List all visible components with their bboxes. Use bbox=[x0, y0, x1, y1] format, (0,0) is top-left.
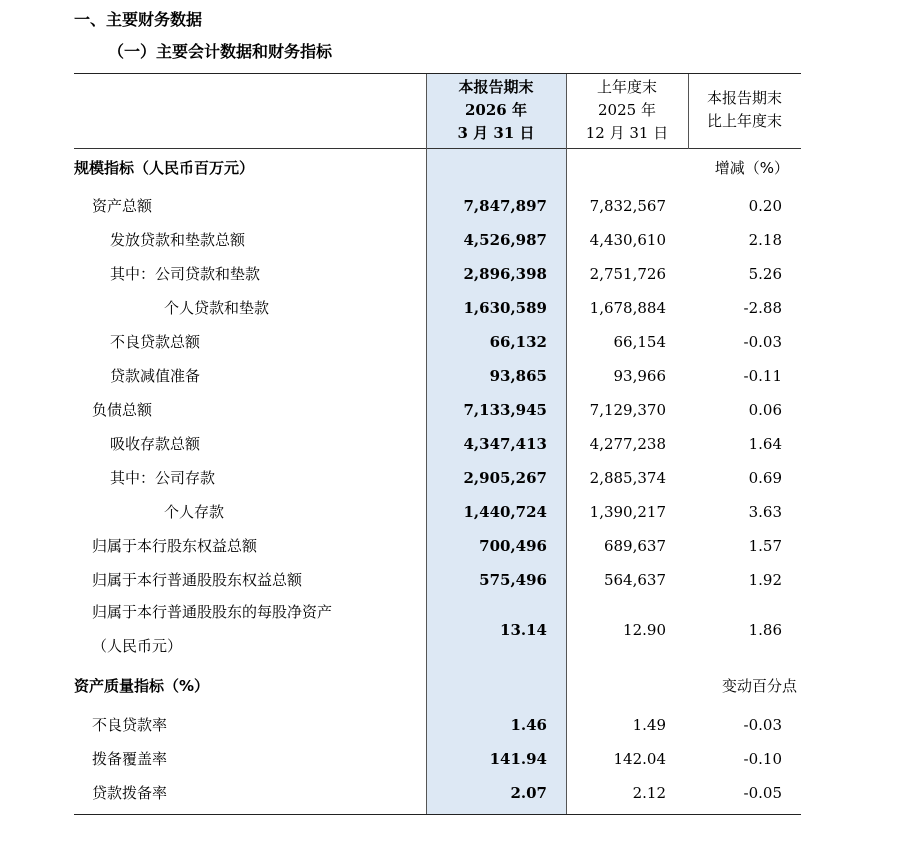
change-value: -2.88 bbox=[743, 299, 782, 317]
change-value: 0.20 bbox=[748, 197, 782, 215]
row-label: 吸收存款总额 bbox=[110, 435, 201, 453]
current-value: 2.07 bbox=[510, 784, 547, 802]
table-top-rule bbox=[74, 73, 801, 74]
section-title-row bbox=[74, 669, 801, 703]
previous-value: 2,885,374 bbox=[589, 469, 666, 487]
change-value: 1.86 bbox=[748, 621, 782, 639]
table-row bbox=[74, 223, 801, 257]
change-value: 0.06 bbox=[748, 401, 782, 419]
change-value: -0.11 bbox=[743, 367, 782, 385]
current-value: 1.46 bbox=[510, 716, 547, 734]
column-header-change bbox=[688, 87, 801, 133]
row-label: 归属于本行普通股股东权益总额 bbox=[92, 571, 303, 589]
subsection-heading: （一）主要会计数据和财务指标 bbox=[108, 42, 333, 61]
section-title-row bbox=[74, 151, 801, 185]
table-row bbox=[74, 427, 801, 461]
table-row-multiline bbox=[74, 595, 801, 663]
previous-value: 93,966 bbox=[613, 367, 666, 385]
previous-value: 4,430,610 bbox=[589, 231, 666, 249]
current-value: 1,440,724 bbox=[463, 503, 547, 521]
previous-value: 1,678,884 bbox=[589, 299, 666, 317]
row-label: 归属于本行普通股股东的每股净资产 bbox=[92, 603, 333, 621]
previous-value: 4,277,238 bbox=[589, 435, 666, 453]
previous-value: 1,390,217 bbox=[589, 503, 666, 521]
current-value: 4,526,987 bbox=[463, 231, 547, 249]
row-label: 贷款拨备率 bbox=[92, 784, 168, 802]
current-value: 4,347,413 bbox=[463, 435, 547, 453]
section-title: 规模指标（人民币百万元） bbox=[74, 159, 255, 177]
section-title: 资产质量指标（%） bbox=[74, 677, 210, 695]
row-label: 资产总额 bbox=[92, 197, 153, 215]
row-label: 归属于本行股东权益总额 bbox=[92, 537, 258, 555]
table-row bbox=[74, 291, 801, 325]
table-row bbox=[74, 257, 801, 291]
row-label: 拨备覆盖率 bbox=[92, 750, 168, 768]
current-value: 2,905,267 bbox=[463, 469, 547, 487]
table-row bbox=[74, 359, 801, 393]
table-row bbox=[74, 563, 801, 597]
change-value: 2.18 bbox=[748, 231, 782, 249]
previous-value: 2,751,726 bbox=[589, 265, 666, 283]
table-bottom-rule bbox=[74, 814, 801, 815]
change-value: 1.57 bbox=[748, 537, 782, 555]
previous-value: 7,129,370 bbox=[589, 401, 666, 419]
change-value: -0.10 bbox=[743, 750, 782, 768]
section-heading: 一、主要财务数据 bbox=[74, 10, 203, 29]
table-row bbox=[74, 776, 801, 810]
row-label: 发放贷款和垫款总额 bbox=[110, 231, 246, 249]
header-line: 比上年度末 bbox=[706, 112, 782, 130]
change-unit-label: 变动百分点 bbox=[721, 677, 797, 695]
change-value: -0.03 bbox=[743, 716, 782, 734]
current-value: 13.14 bbox=[500, 621, 547, 639]
current-value: 66,132 bbox=[489, 333, 547, 351]
column-header-current-period bbox=[426, 76, 566, 145]
table-row bbox=[74, 461, 801, 495]
header-line: 本报告期末 bbox=[458, 78, 534, 96]
change-value: -0.05 bbox=[743, 784, 782, 802]
row-label: 个人存款 bbox=[164, 503, 225, 521]
current-value: 700,496 bbox=[479, 537, 547, 555]
previous-value: 564,637 bbox=[603, 571, 666, 589]
table-row bbox=[74, 495, 801, 529]
table-row bbox=[74, 325, 801, 359]
table-row bbox=[74, 742, 801, 776]
previous-value: 2.12 bbox=[632, 784, 666, 802]
row-label: 不良贷款率 bbox=[92, 716, 168, 734]
row-label: 负债总额 bbox=[92, 401, 153, 419]
row-label: 其中：公司贷款和垫款 bbox=[110, 265, 261, 283]
header-line: 本报告期末 bbox=[706, 89, 782, 107]
current-value: 93,865 bbox=[489, 367, 547, 385]
column-header-previous-year-end bbox=[566, 76, 688, 145]
current-value: 2,896,398 bbox=[463, 265, 547, 283]
table-row bbox=[74, 708, 801, 742]
previous-value: 66,154 bbox=[613, 333, 666, 351]
row-label: 贷款减值准备 bbox=[110, 367, 201, 385]
table-row bbox=[74, 189, 801, 223]
previous-value: 7,832,567 bbox=[589, 197, 666, 215]
header-line: 2025 年 bbox=[598, 101, 656, 119]
change-value: 1.92 bbox=[748, 571, 782, 589]
previous-value: 12.90 bbox=[623, 621, 666, 639]
row-label-unit: （人民币元） bbox=[92, 637, 183, 655]
change-value: 0.69 bbox=[748, 469, 782, 487]
current-value: 7,847,897 bbox=[463, 197, 547, 215]
previous-value: 1.49 bbox=[632, 716, 666, 734]
row-label: 个人贷款和垫款 bbox=[164, 299, 270, 317]
financial-data-table bbox=[74, 73, 801, 816]
change-value: -0.03 bbox=[743, 333, 782, 351]
previous-value: 689,637 bbox=[603, 537, 666, 555]
row-label: 其中：公司存款 bbox=[110, 469, 216, 487]
change-value: 1.64 bbox=[748, 435, 782, 453]
header-line: 2026 年 bbox=[465, 101, 527, 119]
row-label: 不良贷款总额 bbox=[110, 333, 201, 351]
current-value: 141.94 bbox=[489, 750, 547, 768]
header-line: 12 月 31 日 bbox=[585, 124, 669, 142]
previous-value: 142.04 bbox=[613, 750, 666, 768]
header-line: 上年度末 bbox=[596, 78, 657, 96]
change-value: 3.63 bbox=[748, 503, 782, 521]
change-value: 5.26 bbox=[748, 265, 782, 283]
header-line: 3 月 31 日 bbox=[457, 124, 535, 142]
current-value: 575,496 bbox=[479, 571, 547, 589]
table-header-rule bbox=[74, 148, 801, 149]
table-row bbox=[74, 393, 801, 427]
current-value: 7,133,945 bbox=[463, 401, 547, 419]
current-value: 1,630,589 bbox=[463, 299, 547, 317]
change-unit-label: 增减（%） bbox=[714, 159, 789, 177]
table-row bbox=[74, 529, 801, 563]
